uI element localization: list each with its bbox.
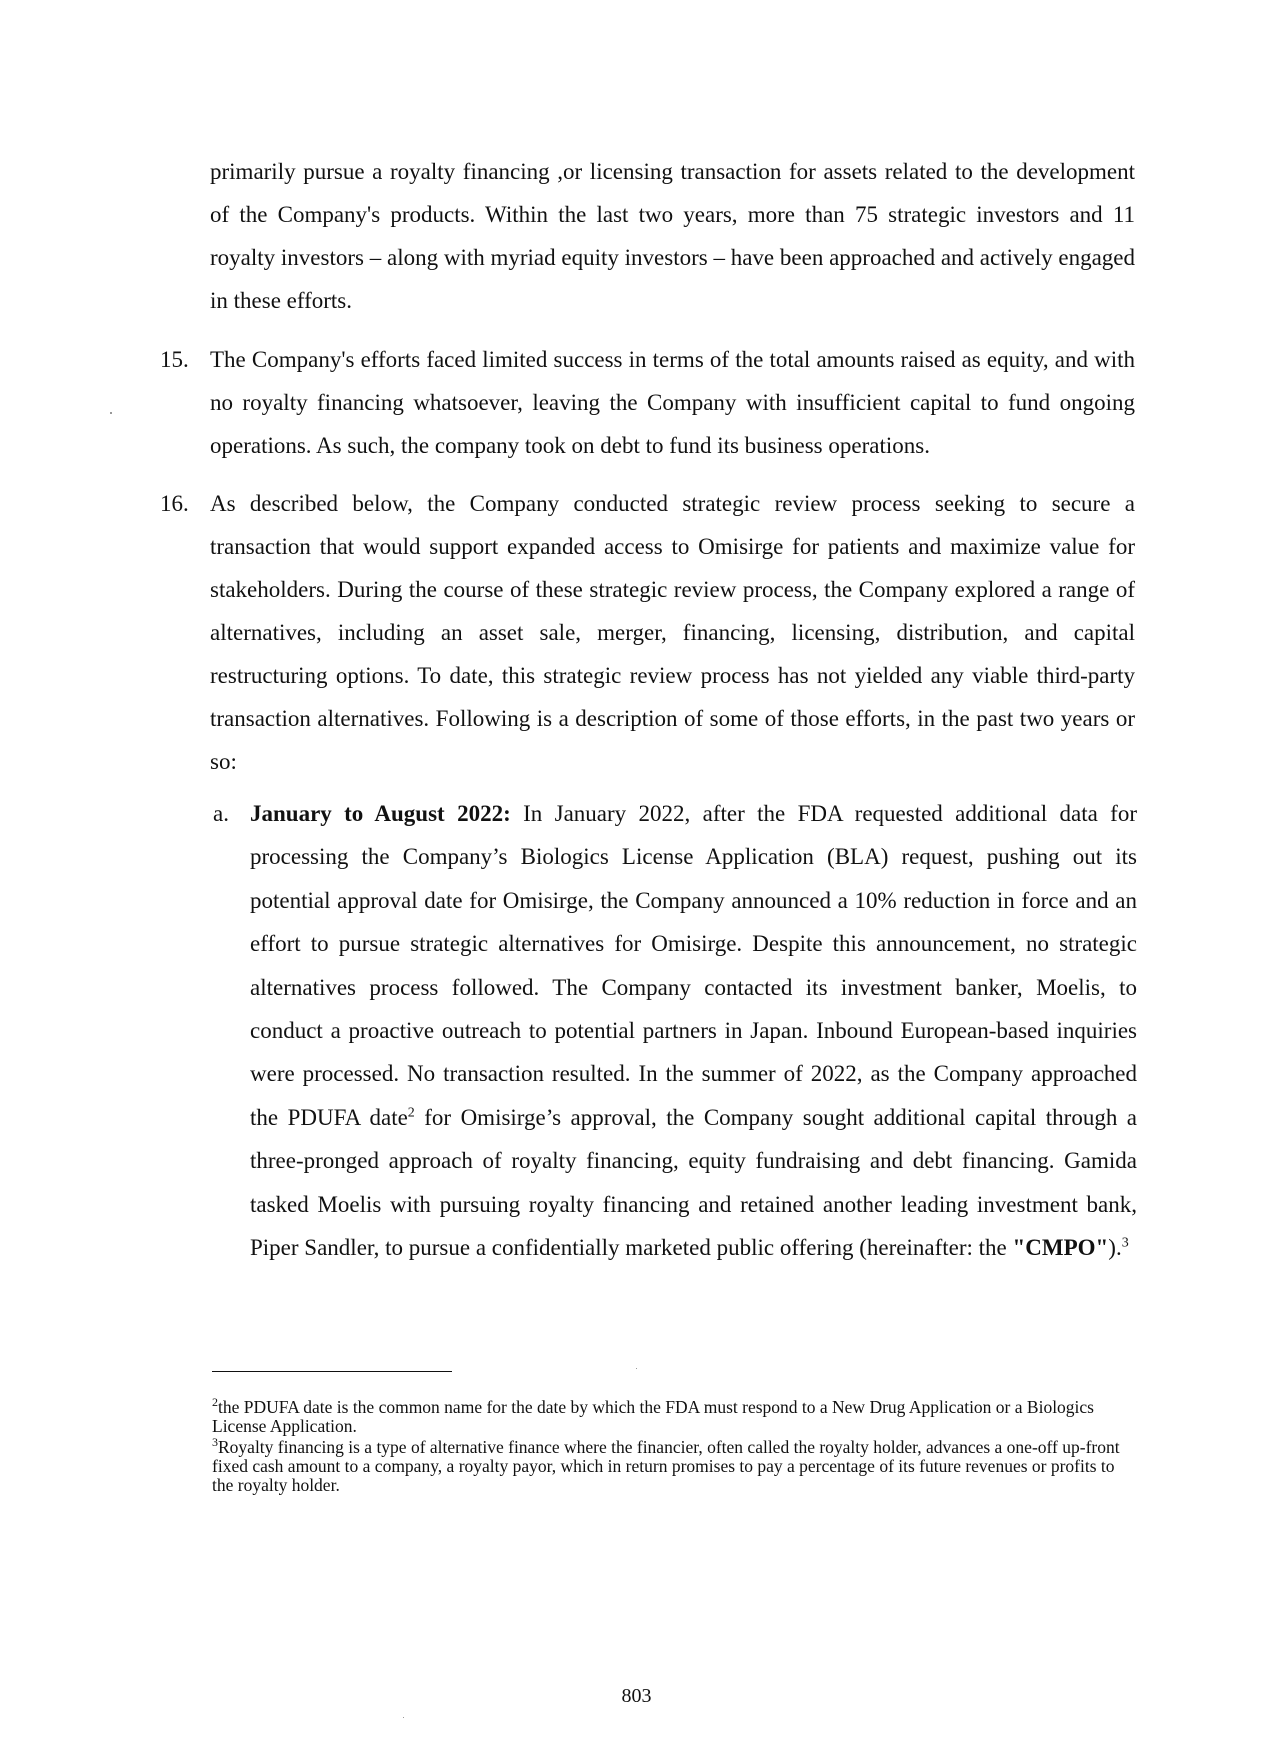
footnote-marker-2: 2 — [212, 1395, 218, 1410]
scan-speck — [636, 1368, 637, 1369]
paragraph-16: As described below, the Company conducted strategic review process seeking to secure a transaction that would support expanded access to Omisirge for patients and maximize value for stakeholders. During the course of these strategic review process, the Company explored a range of alternatives, including an asset sale, merger, financing, licensing, distribution, and capital restructuring options. To date, this strategic review process has not yielded any viable third-party transaction alternatives. Following is a description of some of those efforts, in the past two years or so: — [210, 491, 1135, 774]
footnote-3 — [212, 1435, 1137, 1495]
sub-item-text-1: In January 2022, after the FDA requested additional data for processing the Company’s Biologics License Application (BLA) request, pushing out its potential approval date for Omisirge, the Company announced a 10% reduction in force and an effort to pursue strategic alternatives for Omisirge. Despite this announcement, no strategic alternatives process followed. The Company contacted its investment banker, Moelis, to conduct a proactive outreach to potential partners in Japan. Inbound European-based inquiries were processed. No transaction resulted. In the summer of 2022, as the Company approached the PDUFA date — [250, 801, 1137, 1130]
footnote-ref-2[interactable]: 2 — [407, 1105, 415, 1121]
footnote-marker-3: 3 — [212, 1435, 218, 1450]
footnote-2 — [212, 1395, 1137, 1436]
paragraph-number-15: 15. — [160, 347, 189, 372]
paragraph-15: The Company's efforts faced limited success in terms of the total amounts raised as equity, and with no royalty financing whatsoever, leaving the Company with insufficient capital to fund ongoing operations. As such, the company took on debt to fund its business operations. — [210, 347, 1135, 458]
scan-speck — [110, 412, 112, 414]
scan-speck — [403, 1717, 404, 1718]
footnote-separator — [212, 1371, 452, 1372]
defined-term-cmpo: "CMPO" — [1012, 1235, 1109, 1261]
footnote-3-text: Royalty financing is a type of alternative finance where the financier, often called the royalty holder, advances a one-off up-front fixed cash amount to a company, a royalty payor, which in return promises to pay a percentage of its future revenues or profits to the royalty holder. — [212, 1437, 1120, 1495]
footnote-2-text: the PDUFA date is the common name for the date by which the FDA must respond to a New Drug Application or a Biologics License Application. — [212, 1397, 1094, 1436]
paragraph-continuation: primarily pursue a royalty financing ,or licensing transaction for assets related to the development of the Company's products. Within the last two years, more than 75 strategic investors and 11 royalty investors – along with myriad equity investors – have been approached and actively engaged in these efforts. — [210, 159, 1135, 313]
sub-item-letter-a: a. — [213, 801, 229, 826]
footnote-ref-3[interactable]: 3 — [1121, 1235, 1129, 1251]
paragraph-number-16: 16. — [160, 491, 189, 516]
page-number: 803 — [621, 1685, 652, 1707]
sub-item-text-2: for Omisirge’s approval, the Company sought additional capital through a three-pronged approach of royalty financing, equity fundraising and debt financing. Gamida tasked Moelis with pursuing royalty financing and retained another leading investment bank, Piper Sandler, to pursue a confidentially marketed public offering (hereinafter: the — [250, 1104, 1138, 1261]
sub-item-a — [250, 792, 1137, 1269]
sub-item-heading: January to August 2022: — [250, 801, 511, 826]
sub-item-text-3: ). — [1108, 1235, 1122, 1261]
